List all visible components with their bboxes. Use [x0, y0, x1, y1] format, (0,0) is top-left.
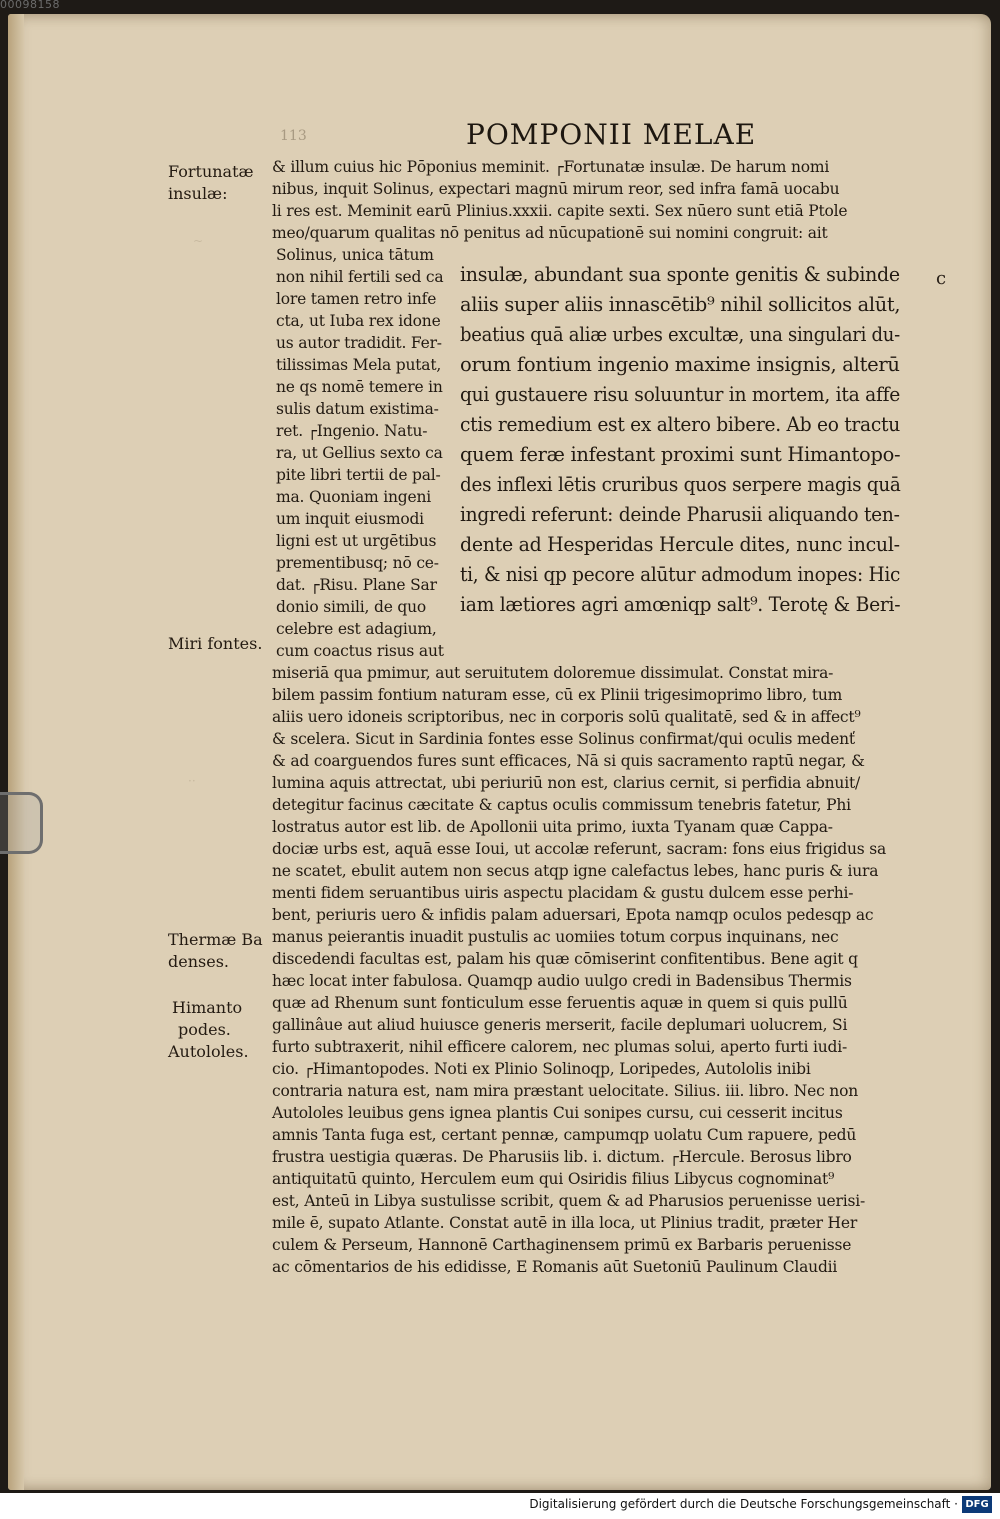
main-text-line: des inflexi lētis cruribus quos serpere magis quā: [460, 472, 901, 496]
margin-note: Thermæ Ba: [168, 930, 263, 949]
commentary-line: nibus, inquit Solinus, expectari magnū mirum reor, sed infra famā uocabu: [272, 180, 840, 198]
commentary-line: Solinus, unica tātum: [276, 246, 434, 264]
commentary-line: cio. ┌Himantopodes. Noti ex Plinio Solinoqp, Loripedes, Autololis inibi: [272, 1060, 811, 1078]
commentary-line: discedendi facultas est, palam his quæ cōmiserint confitentibus. Bene agit q: [272, 950, 858, 968]
commentary-line: & ad coarguendos fures sunt efficaces, Nā si quis sacramento raptū negar, &: [272, 752, 865, 770]
main-text-line: aliis super aliis innascētib⁹ nihil sollicitos alūt,: [460, 292, 901, 316]
commentary-line: ligni est ut urgētibus: [276, 532, 437, 550]
margin-note: podes.: [178, 1020, 231, 1039]
main-text-line: qui gustauere risu soluuntur in mortem, ita affe: [460, 382, 901, 406]
margin-letter: c: [936, 268, 947, 289]
commentary-line: menti fidem seruantibus uiris aspectu placidam & gustu dulcem esse perhi-: [272, 884, 854, 902]
commentary-line: non nihil fertili sed ca: [276, 268, 444, 286]
commentary-line: meo/quarum qualitas nō penitus ad nūcupationē sui nomini congruit: ait: [272, 224, 828, 242]
main-text-line: dente ad Hesperidas Hercule dites, nunc incul-: [460, 532, 900, 556]
commentary-line: us autor tradidit. Fer-: [276, 334, 442, 352]
commentary-line: ret. ┌Ingenio. Natu-: [276, 422, 428, 440]
commentary-line: donio simili, de quo: [276, 598, 427, 616]
margin-note: Himanto: [172, 998, 243, 1017]
commentary-line: Autololes leuibus gens ignea plantis Cui sonipes cursu, cui cesserit incitus: [272, 1104, 843, 1122]
page-edge: [8, 14, 24, 1490]
margin-note: Miri fontes.: [168, 634, 263, 653]
commentary-line: manus peierantis inuadit pustulis ac uomiies totum corpus inquinans, nec: [272, 928, 839, 946]
commentary-line: amnis Tanta fuga est, certant pennæ, campumqp uolatu Cum rapuere, pedū: [272, 1126, 857, 1144]
commentary-line: ac cōmentarios de his edidisse, E Romanis aūt Suetoniū Paulinum Claudii: [272, 1258, 838, 1276]
scan-id: 00098158: [0, 0, 60, 11]
commentary-line: ma. Quoniam ingeni: [276, 488, 431, 506]
margin-note: denses.: [168, 952, 229, 971]
main-text-line: orum fontium ingenio maxime insignis, alterū: [460, 352, 900, 376]
commentary-line: celebre est adagium,: [276, 620, 437, 638]
main-text-line: quem feræ infestant proximi sunt Himantopo-: [460, 442, 901, 466]
commentary-line: cum coactus risus aut: [276, 642, 444, 660]
footer-bar: [0, 1493, 1000, 1519]
commentary-line: prementibusq; nō ce-: [276, 554, 439, 572]
commentary-line: frustra uestigia quæras. De Pharusiis lib. i. dictum. ┌Hercule. Berosus libro: [272, 1148, 852, 1166]
main-text-line: insulæ, abundant sua sponte genitis & subinde: [460, 262, 900, 286]
commentary-line: ne qs nomē temere in: [276, 378, 443, 396]
commentary-line: quæ ad Rhenum sunt fonticulum esse feruentis aquæ in quem si quis pullū: [272, 994, 848, 1012]
show-through-mark: ··: [188, 774, 196, 788]
main-text-line: beatius quā aliæ urbes excultæ, una singulari du-: [460, 322, 900, 346]
commentary-line: contraria natura est, nam mira præstant uelocitate. Silius. iii. libro. Nec non: [272, 1082, 858, 1100]
commentary-line: bilem passim fontium naturam esse, cū ex Plinii trigesimoprimo libro, tum: [272, 686, 843, 704]
book-clasp: [0, 792, 43, 854]
commentary-line: & scelera. Sicut in Sardinia fontes esse Solinus confirmat/qui oculis medenť: [272, 730, 855, 748]
folio-number: 113: [280, 128, 307, 144]
commentary-line: lumina aquis attrectat, ubi periuriū non est, clarius cernit, si perfidia abnuit/: [272, 774, 861, 792]
show-through-mark: ~: [193, 234, 204, 248]
commentary-line: pite libri tertii de pal-: [276, 466, 441, 484]
commentary-line: li res est. Meminit earū Plinius.xxxii. capite sexti. Sex nūero sunt etiā Ptole: [272, 202, 848, 220]
commentary-line: miseriā qua pmimur, aut seruitutem doloremue dissimulat. Constat mira-: [272, 664, 834, 682]
main-text-line: ctis remedium est ex altero bibere. Ab eo tractu: [460, 412, 900, 436]
commentary-line: lore tamen retro infe: [276, 290, 437, 308]
commentary-line: hæc locat inter fabulosa. Quamqp audio uulgo credi in Badensibus Thermis: [272, 972, 852, 990]
main-text-line: iam lætiores agri amœniqp salt⁹. Terotę & Beri-: [460, 592, 901, 616]
main-text-line: ingredi referunt: deinde Pharusii aliquando ten-: [460, 502, 900, 526]
commentary-line: cta, ut Iuba rex idone: [276, 312, 441, 330]
commentary-line: culem & Perseum, Hannonē Carthaginensem primū ex Barbaris peruenisse: [272, 1236, 852, 1254]
commentary-line: antiquitatū quinto, Herculem eum qui Osiridis filius Libycus cognominat⁹: [272, 1170, 835, 1188]
commentary-line: um inquit eiusmodi: [276, 510, 424, 528]
commentary-line: est, Anteū in Libya sustulisse scribit, quem & ad Pharusios peruenisse uerisi-: [272, 1192, 866, 1210]
running-header: POMPONII MELAE: [466, 118, 757, 151]
commentary-line: detegitur facinus cæcitate & captus oculis commissum tenebris fatetur, Phi: [272, 796, 851, 814]
commentary-line: bent, periuris uero & infidis palam aduersari, Epota namqp oculos pedesqp ac: [272, 906, 874, 924]
commentary-line: & illum cuius hic Pōponius meminit. ┌Fortunatæ insulæ. De harum nomi: [272, 158, 830, 176]
commentary-line: aliis uero idoneis scriptoribus, nec in corporis solū qualitatē, sed & in affect⁹: [272, 708, 861, 726]
commentary-line: dociæ urbs est, aquā esse Ioui, ut accolæ referunt, sacram: fons eius frigidus sa: [272, 840, 887, 858]
margin-note: Autololes.: [168, 1042, 249, 1061]
dfg-logo: DFG: [962, 1496, 992, 1513]
commentary-line: furto subtraxerit, nihil efficere calorem, nec plumas solui, aperto furti iudi-: [272, 1038, 848, 1056]
commentary-line: dat. ┌Risu. Plane Sar: [276, 576, 437, 594]
margin-note: insulæ:: [168, 184, 228, 203]
commentary-line: gallinâue aut aliud huiusce generis merserit, facile deplumari uolucrem, Si: [272, 1016, 848, 1034]
commentary-line: ne scatet, ebulit autem non secus atqp igne calefactus lebes, hanc puris & iura: [272, 862, 879, 880]
commentary-line: sulis datum existima-: [276, 400, 439, 418]
main-text-line: ti, & nisi qp pecore alūtur admodum inopes: Hic: [460, 562, 901, 586]
commentary-line: tilissimas Mela putat,: [276, 356, 442, 374]
commentary-line: mile ē, supato Atlante. Constat autē in illa loca, ut Plinius tradit, præter Her: [272, 1214, 858, 1232]
commentary-line: lostratus autor est lib. de Apollonii uita primo, iuxta Tyanam quæ Cappa-: [272, 818, 833, 836]
funding-credit: Digitalisierung gefördert durch die Deutsche Forschungsgemeinschaft ·: [529, 1497, 958, 1511]
margin-note: Fortunatæ: [168, 162, 254, 181]
commentary-line: ra, ut Gellius sexto ca: [276, 444, 443, 462]
